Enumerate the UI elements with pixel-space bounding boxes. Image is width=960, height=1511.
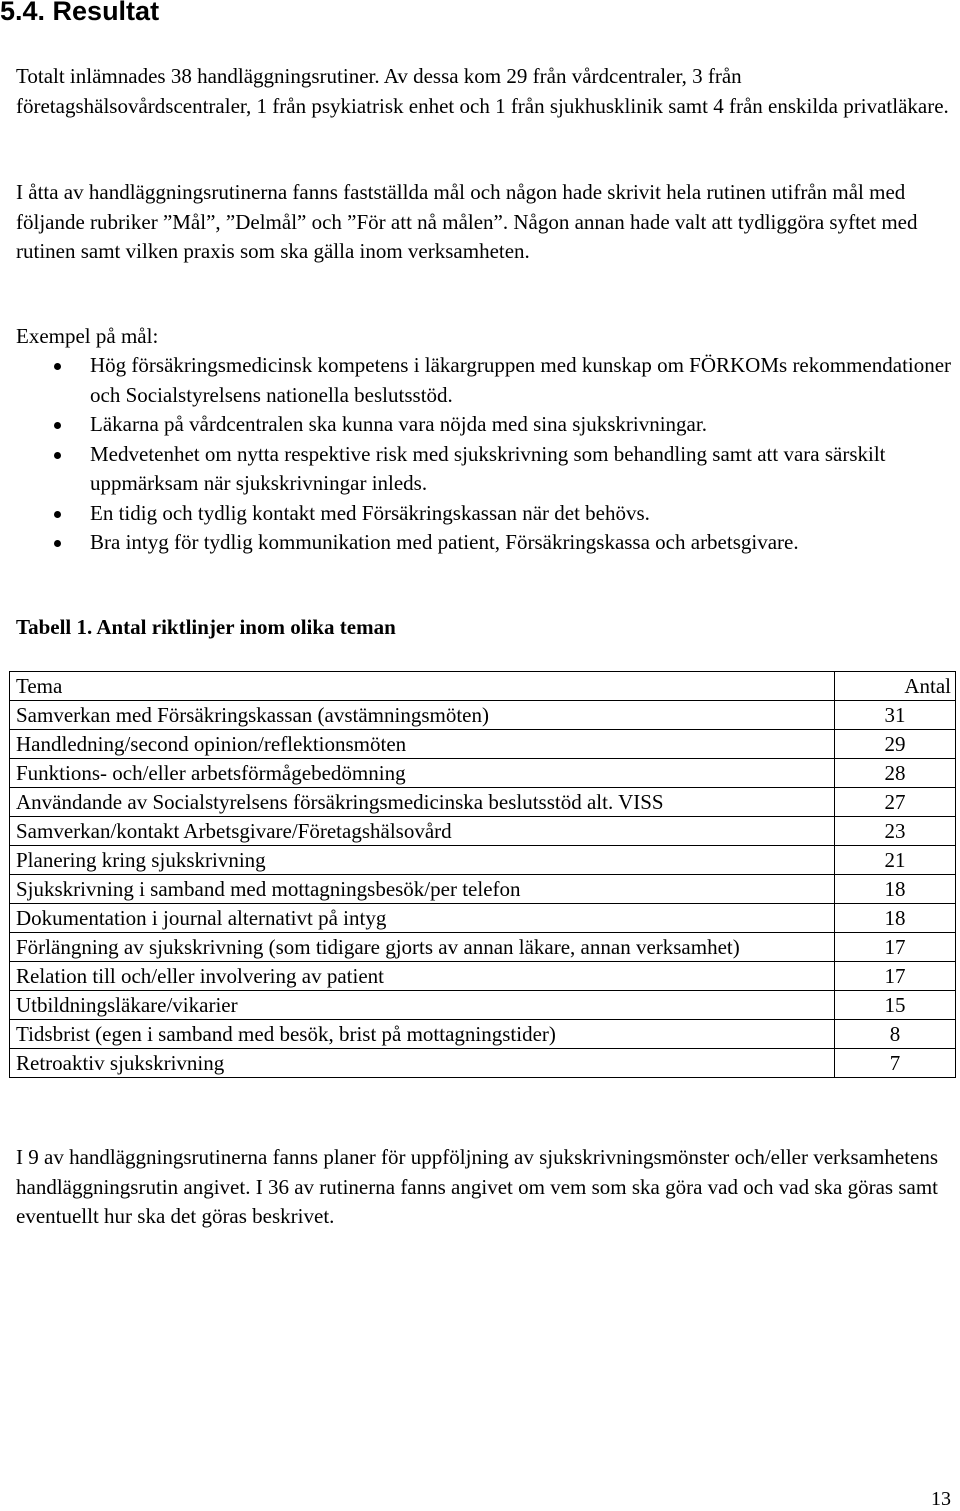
bullet-icon	[54, 540, 61, 547]
list-item: Läkarna på vårdcentralen ska kunna vara nöjda med sina sjukskrivningar.	[16, 410, 960, 440]
antal-cell: 18	[835, 904, 956, 933]
antal-cell: 31	[835, 701, 956, 730]
tema-cell: Samverkan/kontakt Arbetsgivare/Företagshälsovård	[10, 817, 835, 846]
antal-cell: 29	[835, 730, 956, 759]
table-row	[10, 701, 956, 730]
intro-paragraph: Totalt inlämnades 38 handläggningsrutiner. Av dessa kom 29 från vårdcentraler, 3 från företagshälsovårdscentraler, 1 från psykiatrisk enhet och 1 från sjukhusklinik samt 4 från enskilda privatläkare.	[16, 64, 949, 118]
antal-cell: 17	[835, 962, 956, 991]
table-caption: Tabell 1. Antal riktlinjer inom olika teman	[16, 615, 396, 639]
themes-table	[9, 671, 956, 1078]
tema-cell: Planering kring sjukskrivning	[10, 846, 835, 875]
page-number: 13	[931, 1488, 951, 1510]
list-item: En tidig och tydlig kontakt med Försäkringskassan när det behövs.	[16, 499, 960, 529]
closing-paragraph: I 9 av handläggningsrutinerna fanns planer för uppföljning av sjukskrivningsmönster och/eller verksamhetens handläggningsrutin angivet. I 36 av rutinerna fanns angivet om vem som ska göra vad och vad ska göras samt eventuellt hur ska det göras beskrivet.	[16, 1145, 939, 1228]
antal-cell: 17	[835, 933, 956, 962]
list-item: Medvetenhet om nytta respektive risk med sjukskrivning som behandling samt att vara särskilt uppmärksam när sjukskrivningar inleds.	[16, 440, 960, 499]
tema-cell: Handledning/second opinion/reflektionsmöten	[10, 730, 835, 759]
antal-cell: 23	[835, 817, 956, 846]
list-item: Hög försäkringsmedicinsk kompetens i läkargruppen med kunskap om FÖRKOMs rekommendationer och Socialstyrelsens nationella beslutsstöd.	[16, 351, 960, 410]
tema-cell: Funktions- och/eller arbetsförmågebedömning	[10, 759, 835, 788]
antal-cell: 28	[835, 759, 956, 788]
tema-cell: Samverkan med Försäkringskassan (avstämningsmöten)	[10, 701, 835, 730]
header-antal: Antal	[835, 672, 956, 701]
table-row	[10, 846, 956, 875]
tema-cell: Retroaktiv sjukskrivning	[10, 1049, 835, 1078]
list-item: Bra intyg för tydlig kommunikation med patient, Försäkringskassa och arbetsgivare.	[16, 528, 960, 558]
tema-cell: Användande av Socialstyrelsens försäkringsmedicinska beslutsstöd alt. VISS	[10, 788, 835, 817]
table-row	[10, 759, 956, 788]
table-row	[10, 788, 956, 817]
table-row	[10, 991, 956, 1020]
antal-cell: 7	[835, 1049, 956, 1078]
section-heading: 5.4. Resultat	[0, 0, 160, 26]
table-row	[10, 1049, 956, 1078]
table-row	[10, 1020, 956, 1049]
table-row	[10, 817, 956, 846]
examples-label: Exempel på mål:	[16, 324, 159, 348]
antal-cell: 8	[835, 1020, 956, 1049]
bullet-icon	[54, 511, 61, 518]
antal-cell: 15	[835, 991, 956, 1020]
bullet-icon	[54, 363, 61, 370]
tema-cell: Utbildningsläkare/vikarier	[10, 991, 835, 1020]
antal-cell: 27	[835, 788, 956, 817]
table-row	[10, 933, 956, 962]
antal-cell: 18	[835, 875, 956, 904]
goal-examples-list	[16, 351, 960, 558]
goals-paragraph: I åtta av handläggningsrutinerna fanns fastställda mål och någon hade skrivit hela rutinen utifrån mål med följande rubriker ”Mål”, ”Delmål” och ”För att nå målen”. Någon annan hade valt att tydliggöra syftet med rutinen samt vilken praxis som ska gälla inom verksamheten.	[16, 180, 918, 263]
table-row	[10, 904, 956, 933]
bullet-icon	[54, 422, 61, 429]
table-header-row	[10, 672, 956, 701]
tema-cell: Dokumentation i journal alternativt på intyg	[10, 904, 835, 933]
table-row	[10, 875, 956, 904]
bullet-icon	[54, 452, 61, 459]
header-tema: Tema	[10, 672, 835, 701]
table-row	[10, 962, 956, 991]
tema-cell: Relation till och/eller involvering av patient	[10, 962, 835, 991]
antal-cell: 21	[835, 846, 956, 875]
tema-cell: Sjukskrivning i samband med mottagningsbesök/per telefon	[10, 875, 835, 904]
table-row	[10, 730, 956, 759]
tema-cell: Tidsbrist (egen i samband med besök, brist på mottagningstider)	[10, 1020, 835, 1049]
tema-cell: Förlängning av sjukskrivning (som tidigare gjorts av annan läkare, annan verksamhet)	[10, 933, 835, 962]
